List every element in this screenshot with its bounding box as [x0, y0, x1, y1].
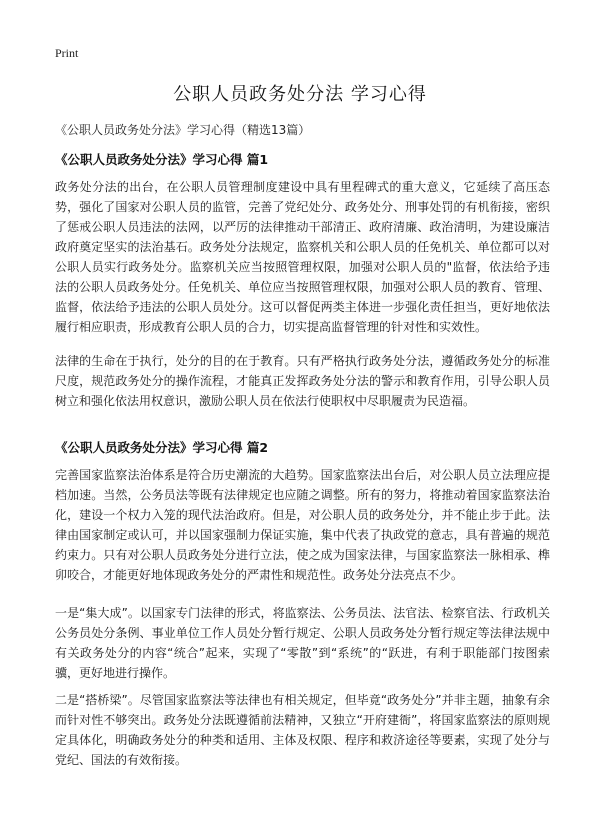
section-1-paragraph-1: 政务处分法的出台，在公职人员管理制度建设中具有里程碑式的重大意义，它延续了高压态势，强化了国家对公职人员的监管，完善了党纪处分、政务处分、刑事处罚的有机衔接，密织了惩戒公职人员违法的法网，以严厉的法律推动干部清正、政府清廉、政治清明，为建设廉洁政府奠定坚实的法治基石。政务处分法规定，监察机关和公职人员的任免机关、单位都可以对公职人员实行政务处分。监察机关应当按照管理权限，加强对公职人员的"监督，依法给予违法的公职人员政务处分。任免机关、单位应当按照管理权限，加强对公职人员的教育、管理、监督，依法给予违法的公职人员处分。这可以督促两类主体进一步强化责任担当，更好地依法履行相应职责，形成教育公职人员的合力，切实提高监督管理的针对性和实效性。 — [55, 180, 550, 334]
section-2-paragraph-2: 一是“集大成”。以国家专门法律的形式，将监察法、公务员法、法官法、检察官法、行政机关公务员处分条例、事业单位工作人员处分暂行规定、公职人员政务处分暂行规定等法律法规中有关政务处分的内容“统合”起来，实现了“零散”到“系统”的“跃进，有利于职能部门按图索骥，更好地进行操作。 — [55, 606, 550, 680]
section-1-paragraph-2: 法律的生命在于执行，处分的目的在于教育。只有严格执行政务处分法，遵循政务处分的标准尺度，规范政务处分的操作流程，才能真正发挥政务处分法的警示和教育作用，引导公职人员树立和强化依法用权意识，激励公职人员在依法行使职权中尽职履责为民造福。 — [55, 354, 550, 408]
section-heading-2: 《公职人员政务处分法》学习心得 篇2 — [55, 440, 269, 455]
section-2-paragraph-1: 完善国家监察法治体系是符合历史潮流的大趋势。国家监察法出台后，对公职人员立法理应提档加速。当然，公务员法等既有法律规定也应随之调整。所有的努力，将推动着国家监察法治化，建设一个权力入笼的现代法治政府。但是，对公职人员的政务处分，并不能止步于此。法律由国家制定或认可，并以国家强制力保证实施，集中代表了执政党的意志，具有普遍的规范约束力。只有对公职人员政务处分进行立法，使之成为国家法律，与国家监察法一脉相承、榫卯咬合，才能更好地体现政务处分的严肃性和规范性。政务处分法亮点不少。 — [55, 468, 550, 582]
page-title: 公职人员政务处分法 学习心得 — [173, 84, 427, 105]
section-heading-1: 《公职人员政务处分法》学习心得 篇1 — [55, 152, 269, 167]
section-2-paragraph-3: 二是“搭桥梁”。尽管国家监察法等法律也有相关规定，但毕竟“政务处分”并非主题，抽象有余而针对性不够突出。政务处分法既遵循前法精神，又独立“开府建衙”，将国家监察法的原则规定具体化，明确政务处分的种类和适用、主体及权限、程序和救济途径等要素，实现了处分与党纪、国法的有效衔接。 — [55, 693, 550, 767]
document-subtitle: 《公职人员政务处分法》学习心得（精选13篇） — [55, 123, 311, 137]
print-link[interactable]: Print — [55, 46, 79, 60]
